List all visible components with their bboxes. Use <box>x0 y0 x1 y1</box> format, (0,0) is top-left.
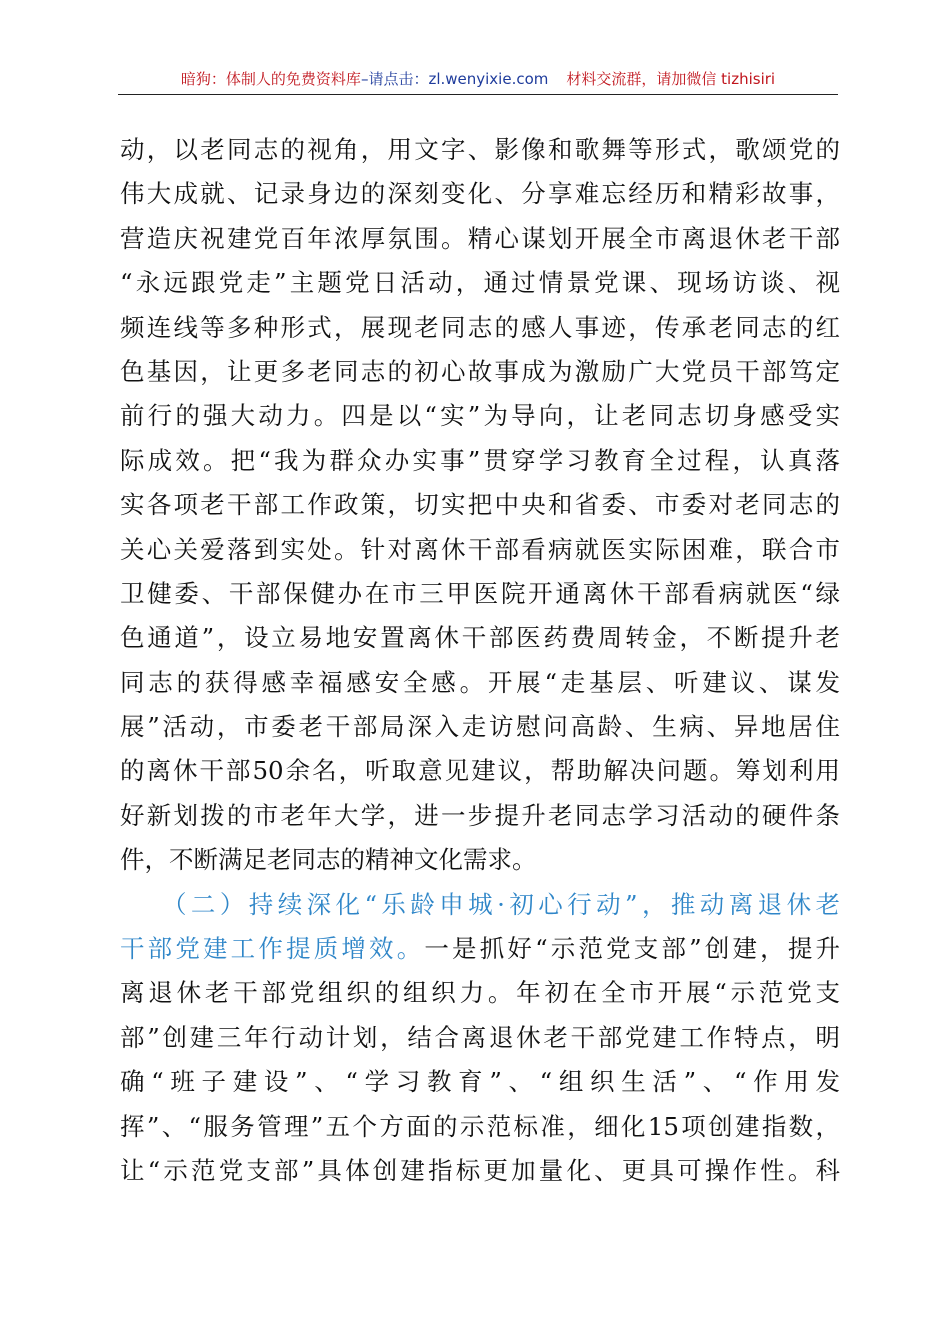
paragraph-line: 挥”、“服务管理”五个方面的示范标准，细化15项创建指数， <box>120 1111 840 1141</box>
paragraph-line: 色通道”，设立易地安置离休干部医药费周转金，不断提升老 <box>120 623 840 653</box>
section-heading: （二）持续深化“乐龄申城·初心行动”，推动离退休老 <box>162 889 840 919</box>
paragraph-line: 部”创建三年行动计划，结合离退休老干部党建工作特点，明 <box>120 1022 840 1052</box>
paragraph-line: 营造庆祝建党百年浓厚氛围。精心谋划开展全市离退休老干部 <box>120 223 840 253</box>
paragraph-line: 色基因，让更多老同志的初心故事成为激励广大党员干部笃定 <box>120 356 840 386</box>
paragraph-line: 件，不断满足老同志的精神文化需求。 <box>120 845 537 875</box>
paragraph-line: 前行的强大动力。四是以“实”为导向，让老同志切身感受实 <box>120 401 840 431</box>
header-wechat-note: 材料交流群，请加微信 tizhisiri <box>566 70 776 88</box>
page-header <box>118 66 838 95</box>
paragraph-line: 动，以老同志的视角，用文字、影像和歌舞等形式，歌颂党的 <box>120 135 840 164</box>
paragraph-line: 卫健委、干部保健办在市三甲医院开通离休干部看病就医“绿 <box>120 578 840 608</box>
body-text <box>120 128 840 1193</box>
paragraph-line: 际成效。把“我为群众办实事”贯穿学习教育全过程，认真落 <box>120 445 840 475</box>
paragraph-line: 展”活动，市委老干部局深入走访慰问高龄、生病、异地居住 <box>120 712 840 742</box>
section-heading-end: 干部党建工作提质增效。 <box>120 934 425 964</box>
paragraph-line: 伟大成就、记录身边的深刻变化、分享难忘经历和精彩故事， <box>120 179 840 209</box>
paragraph-line <box>120 927 840 971</box>
paragraph-line: 好新划拨的市老年大学，进一步提升老同志学习活动的硬件条 <box>120 800 840 830</box>
paragraph-line: 的离休干部50余名，听取意见建议，帮助解决问题。筹划利用 <box>120 756 840 786</box>
paragraph-line: 让“示范党支部”具体创建指标更加量化、更具可操作性。科 <box>120 1155 840 1185</box>
paragraph-line: 关心关爱落到实处。针对离休干部看病就医实际困难，联合市 <box>120 534 840 564</box>
paragraph-line: 确“班子建设”、“学习教育”、“组织生活”、“作用发 <box>120 1067 840 1097</box>
paragraph-line: 实各项老干部工作政策，切实把中央和省委、市委对老同志的 <box>120 490 840 520</box>
header-click-prompt: –请点击： <box>360 70 429 88</box>
header-site-name: 暗狗：体制人的免费资料库 <box>180 70 361 88</box>
paragraph-text: 一是抓好“示范党支部”创建，提升 <box>424 934 840 964</box>
paragraph-line: 频连线等多种形式，展现老同志的感人事迹，传承老同志的红 <box>120 312 840 342</box>
paragraph-line: 同志的获得感幸福感安全感。开展“走基层、听建议、谋发 <box>120 667 840 697</box>
paragraph-line: 离退休老干部党组织的组织力。年初在全市开展“示范党支 <box>120 978 840 1008</box>
paragraph-line: “永远跟党走”主题党日活动，通过情景党课、现场访谈、视 <box>120 268 840 298</box>
header-url-link[interactable]: zl.wenyixie.com <box>428 70 549 88</box>
